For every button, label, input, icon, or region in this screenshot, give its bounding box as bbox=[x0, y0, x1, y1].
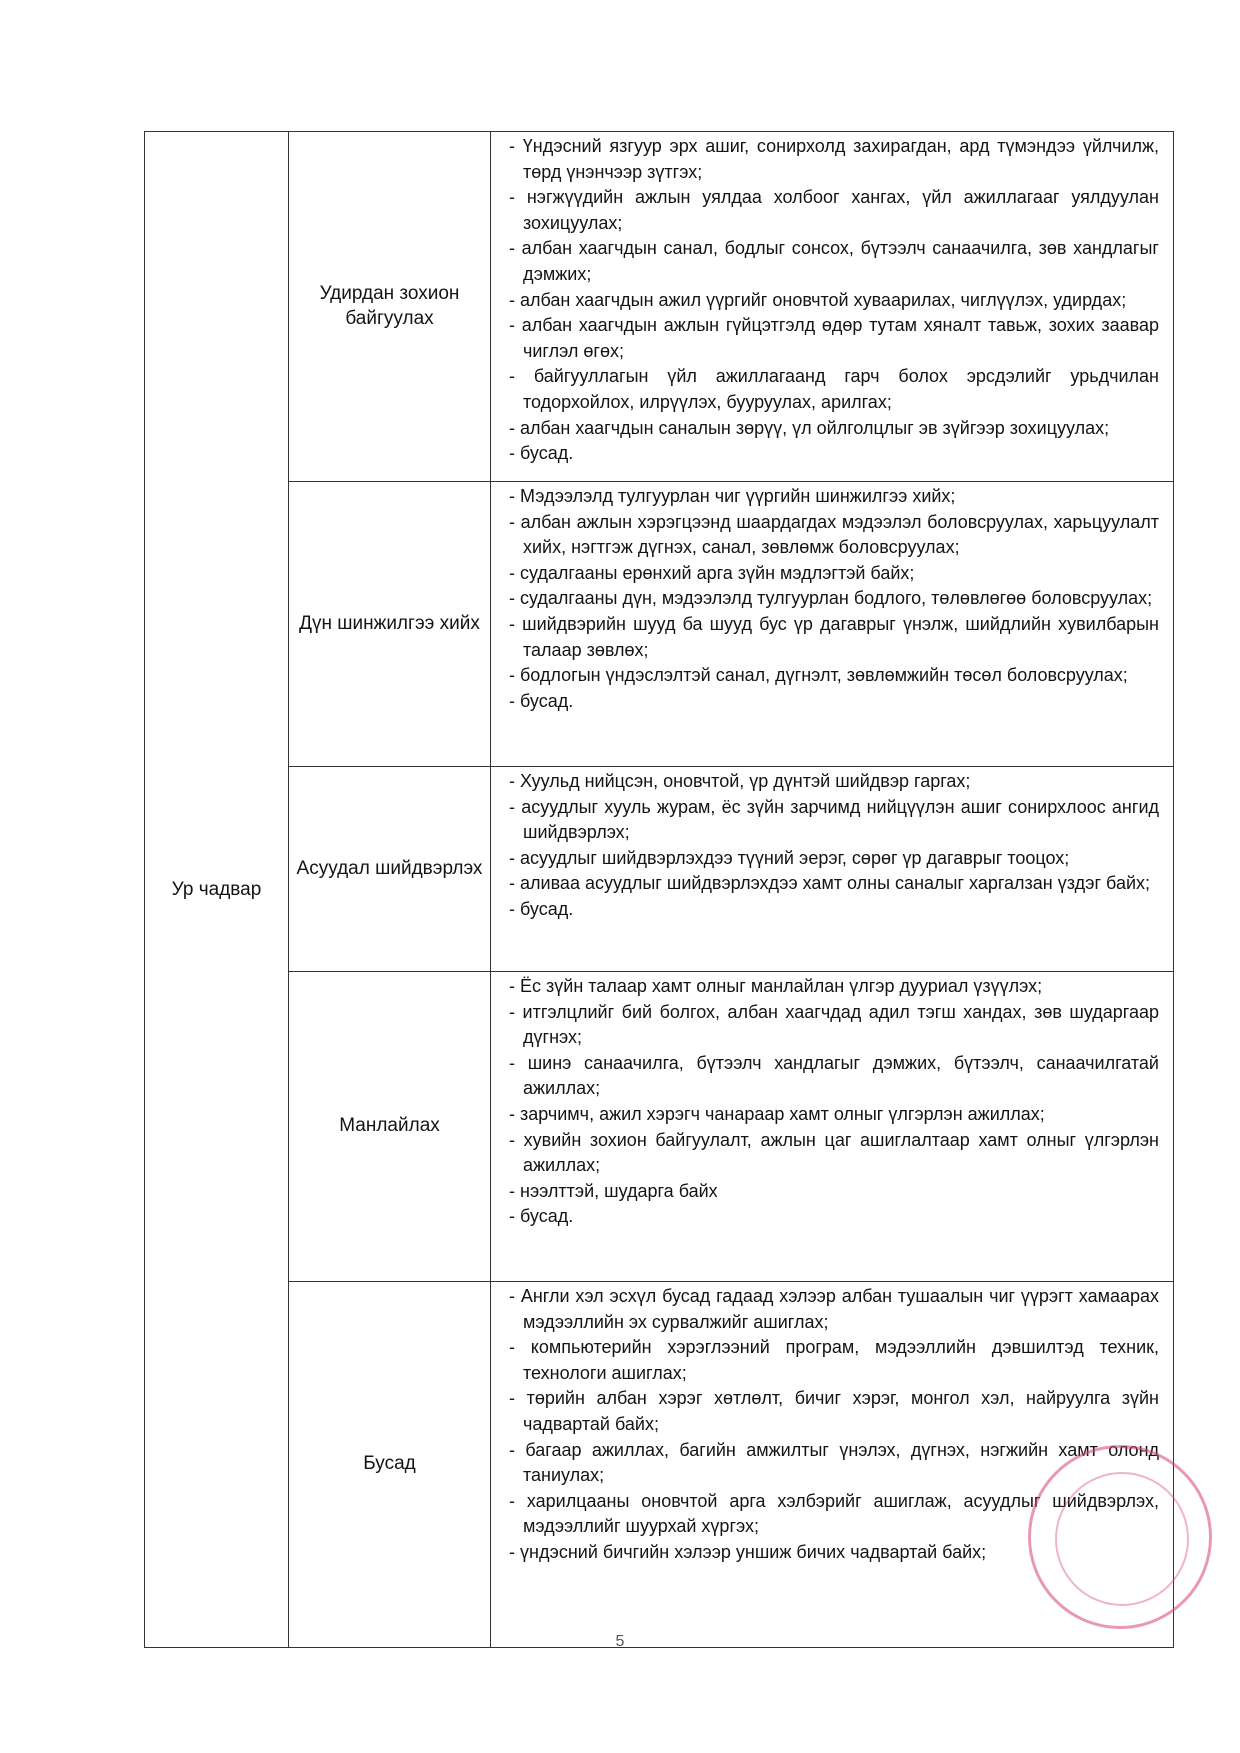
list-item: - нээлттэй, шударга байх bbox=[501, 1179, 1159, 1205]
list-item: - багаар ажиллах, багийн амжилтыг үнэлэх, дүгнэх, нэгжийн хамт олонд таниулах; bbox=[501, 1438, 1159, 1489]
list-item: - асуудлыг шийдвэрлэхдээ түүний эерэг, сөрөг үр дагаврыг тооцох; bbox=[501, 846, 1159, 872]
competency-row bbox=[289, 1282, 1173, 1647]
list-item: - шийдвэрийн шууд ба шууд бус үр дагаврыг үнэлж, шийдлийн хувилбарын талаар зөвлөх; bbox=[501, 612, 1159, 663]
list-item: - аливаа асуудлыг шийдвэрлэхдээ хамт олны саналыг харгалзан үздэг байх; bbox=[501, 871, 1159, 897]
list-item: - төрийн албан хэрэг хөтлөлт, бичиг хэрэг, монгол хэл, найруулга зүйн чадвартай байх; bbox=[501, 1386, 1159, 1437]
competency-row bbox=[289, 767, 1173, 972]
competency-label: Удирдан зохион байгуулах bbox=[289, 132, 491, 481]
competency-label: Манлайлах bbox=[289, 972, 491, 1281]
list-item: - байгууллагын үйл ажиллагаанд гарч болох эрсдэлийг урьдчилан тодорхойлох, илрүүлэх, бууруулах, арилгах; bbox=[501, 364, 1159, 415]
competency-row bbox=[289, 972, 1173, 1282]
list-item: - бусад. bbox=[501, 1204, 1159, 1230]
list-item: - албан ажлын хэрэгцээнд шаардагдах мэдээлэл боловсруулах, харьцуулалт хийх, нэгтгэж дүгнэх, санал, зөвлөмж боловсруулах; bbox=[501, 510, 1159, 561]
list-item: - нэгжүүдийн ажлын уялдаа холбоог хангах, үйл ажиллагааг уялдуулан зохицуулах; bbox=[501, 185, 1159, 236]
list-item: - судалгааны дүн, мэдээлэлд тулгуурлан бодлого, төлөвлөгөө боловсруулах; bbox=[501, 586, 1159, 612]
list-item: - Ёс зүйн талаар хамт олныг манлайлан үлгэр дууриал үзүүлэх; bbox=[501, 974, 1159, 1000]
page-number: 5 bbox=[615, 1633, 625, 1650]
competency-label: Дүн шинжилгээ хийх bbox=[289, 482, 491, 766]
list-item: - албан хаагчдын ажлын гүйцэтгэлд өдөр тутам хяналт тавьж, зохих заавар чиглэл өгөх; bbox=[501, 313, 1159, 364]
list-item: - бусад. bbox=[501, 689, 1159, 715]
competency-table bbox=[144, 131, 1174, 1648]
list-item: - Англи хэл эсхүл бусад гадаад хэлээр албан тушаалын чиг үүрэгт хамаарах мэдээллийн эх сурвалжийг ашиглах; bbox=[501, 1284, 1159, 1335]
list-item: - бодлогын үндэслэлтэй санал, дүгнэлт, зөвлөмжийн төсөл боловсруулах; bbox=[501, 663, 1159, 689]
category-label: Ур чадвар bbox=[171, 878, 262, 900]
list-item: - бусад. bbox=[501, 441, 1159, 467]
list-item: - судалгааны ерөнхий арга зүйн мэдлэгтэй байх; bbox=[501, 561, 1159, 587]
list-item: - Хуульд нийцсэн, оновчтой, үр дүнтэй шийдвэр гаргах; bbox=[501, 769, 1159, 795]
list-item: - Үндэсний язгуур эрх ашиг, сонирхолд захирагдан, ард түмэндээ үйлчилж, төрд үнэнчээр зүтгэх; bbox=[501, 134, 1159, 185]
list-item: - асуудлыг хууль журам, ёс зүйн зарчимд нийцүүлэн ашиг сонирхлоос ангид шийдвэрлэх; bbox=[501, 795, 1159, 846]
list-item: - Мэдээлэлд тулгуурлан чиг үүргийн шинжилгээ хийх; bbox=[501, 484, 1159, 510]
seal-stamp-icon bbox=[1028, 1445, 1212, 1629]
list-item: - албан хаагчдын санал, бодлыг сонсох, бүтээлч санаачилга, зөв хандлагыг дэмжих; bbox=[501, 236, 1159, 287]
list-item: - хувийн зохион байгуулалт, ажлын цаг ашиглалтаар хамт олныг үлгэрлэн ажиллах; bbox=[501, 1128, 1159, 1179]
competency-row bbox=[289, 482, 1173, 767]
competency-items bbox=[491, 767, 1173, 971]
list-item: - албан хаагчдын ажил үүргийг оновчтой хуваарилах, чиглүүлэх, удирдах; bbox=[501, 288, 1159, 314]
list-item: - бусад. bbox=[501, 897, 1159, 923]
list-item: - харилцааны оновчтой арга хэлбэрийг ашиглаж, асуудлыг шийдвэрлэх, мэдээллийг шуурхай хүргэх; bbox=[501, 1489, 1159, 1540]
category-cell bbox=[145, 132, 289, 1647]
competency-items bbox=[491, 132, 1173, 481]
competency-row bbox=[289, 132, 1173, 482]
list-item: - албан хаагчдын саналын зөрүү, үл ойлголцлыг эв зүйгээр зохицуулах; bbox=[501, 416, 1159, 442]
list-item: - зарчимч, ажил хэрэгч чанараар хамт олныг үлгэрлэн ажиллах; bbox=[501, 1102, 1159, 1128]
list-item: - үндэсний бичгийн хэлээр уншиж бичих чадвартай байх; bbox=[501, 1540, 1159, 1566]
competency-rows bbox=[289, 132, 1173, 1647]
list-item: - компьютерийн хэрэглээний програм, мэдээллийн дэвшилтэд техник, технологи ашиглах; bbox=[501, 1335, 1159, 1386]
competency-items bbox=[491, 972, 1173, 1281]
competency-label: Бусад bbox=[289, 1282, 491, 1647]
list-item: - шинэ санаачилга, бүтээлч хандлагыг дэмжих, бүтээлч, санаачилгатай ажиллах; bbox=[501, 1051, 1159, 1102]
competency-label: Асуудал шийдвэрлэх bbox=[289, 767, 491, 971]
competency-items bbox=[491, 482, 1173, 766]
list-item: - итгэлцлийг бий болгох, албан хаагчдад адил тэгш хандах, зөв шударгаар дүгнэх; bbox=[501, 1000, 1159, 1051]
